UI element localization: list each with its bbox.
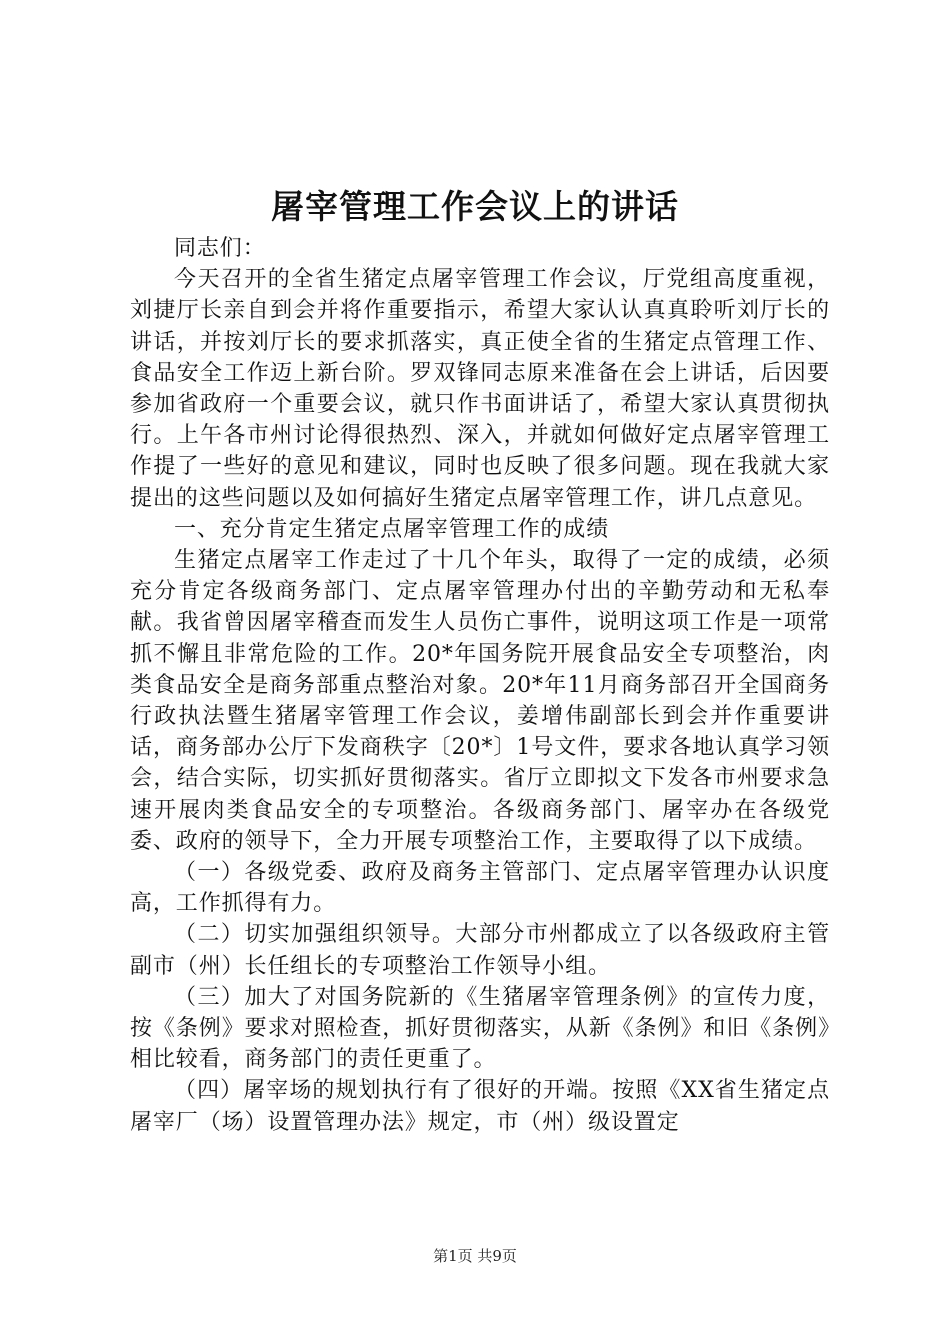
intro-paragraph: 今天召开的全省生猪定点屠宰管理工作会议，厅党组高度重视，刘捷厅长亲自到会并将作重要指示，希望大家认认真真聆听刘厅长的讲话，并按刘厅长的要求抓落实，真正使全省的生猪定点管理工作、食品安全工作迈上新台阶。罗双锋同志原来准备在会上讲话，后因要参加省政府一个重要会议，就只作书面讲话了，希望大家认真贯彻执行。上午各市州讨论得很热烈、深入，并就如何做好定点屠宰管理工作提了一些好的意见和建议，同时也反映了很多问题。现在我就大家提出的这些问题以及如何搞好生猪定点屠宰管理工作，讲几点意见。	[130, 267, 830, 511]
document-title: 屠宰管理工作会议上的讲话	[271, 187, 679, 226]
achievement-item-1: （一）各级党委、政府及商务主管部门、定点屠宰管理办认识度高，工作抓得有力。	[130, 860, 830, 917]
achievements-paragraph: 生猪定点屠宰工作走过了十几个年头，取得了一定的成绩，必须充分肯定各级商务部门、定点屠宰管理办付出的辛勤劳动和无私奉献。我省曾因屠宰稽查而发生人员伤亡事件，说明这项工作是一项常抓不懈且非常危险的工作。20*年国务院开展食品安全专项整治，肉类食品安全是商务部重点整治对象。20*年11月商务部召开全国商务行政执法暨生猪屠宰管理工作会议，姜增伟副部长到会并作重要讲话，商务部办公厅下发商秩字〔20*〕1号文件，要求各地认真学习领会，结合实际，切实抓好贯彻落实。省厅立即拟文下发各市州要求急速开展肉类食品安全的专项整治。各级商务部门、屠宰办在各级党委、政府的领导下，全力开展专项整治工作，主要取得了以下成绩。	[130, 548, 830, 854]
greeting-paragraph: 同志们：	[174, 236, 266, 261]
section-heading-1: 一、充分肯定生猪定点屠宰管理工作的成绩	[174, 516, 610, 542]
page-footer: 第1页 共9页	[433, 1247, 517, 1265]
document-body	[130, 233, 830, 1138]
achievement-item-4: （四）屠宰场的规划执行有了很好的开端。按照《XX省生猪定点屠宰厂（场）设置管理办法》规定，市（州）级设置定	[130, 1078, 830, 1135]
achievement-item-2: （二）切实加强组织领导。大部分市州都成立了以各级政府主管副市（州）长任组长的专项整治工作领导小组。	[130, 922, 830, 979]
achievement-item-3: （三）加大了对国务院新的《生猪屠宰管理条例》的宣传力度，按《条例》要求对照检查，抓好贯彻落实，从新《条例》和旧《条例》相比较看，商务部门的责任更重了。	[130, 984, 830, 1073]
